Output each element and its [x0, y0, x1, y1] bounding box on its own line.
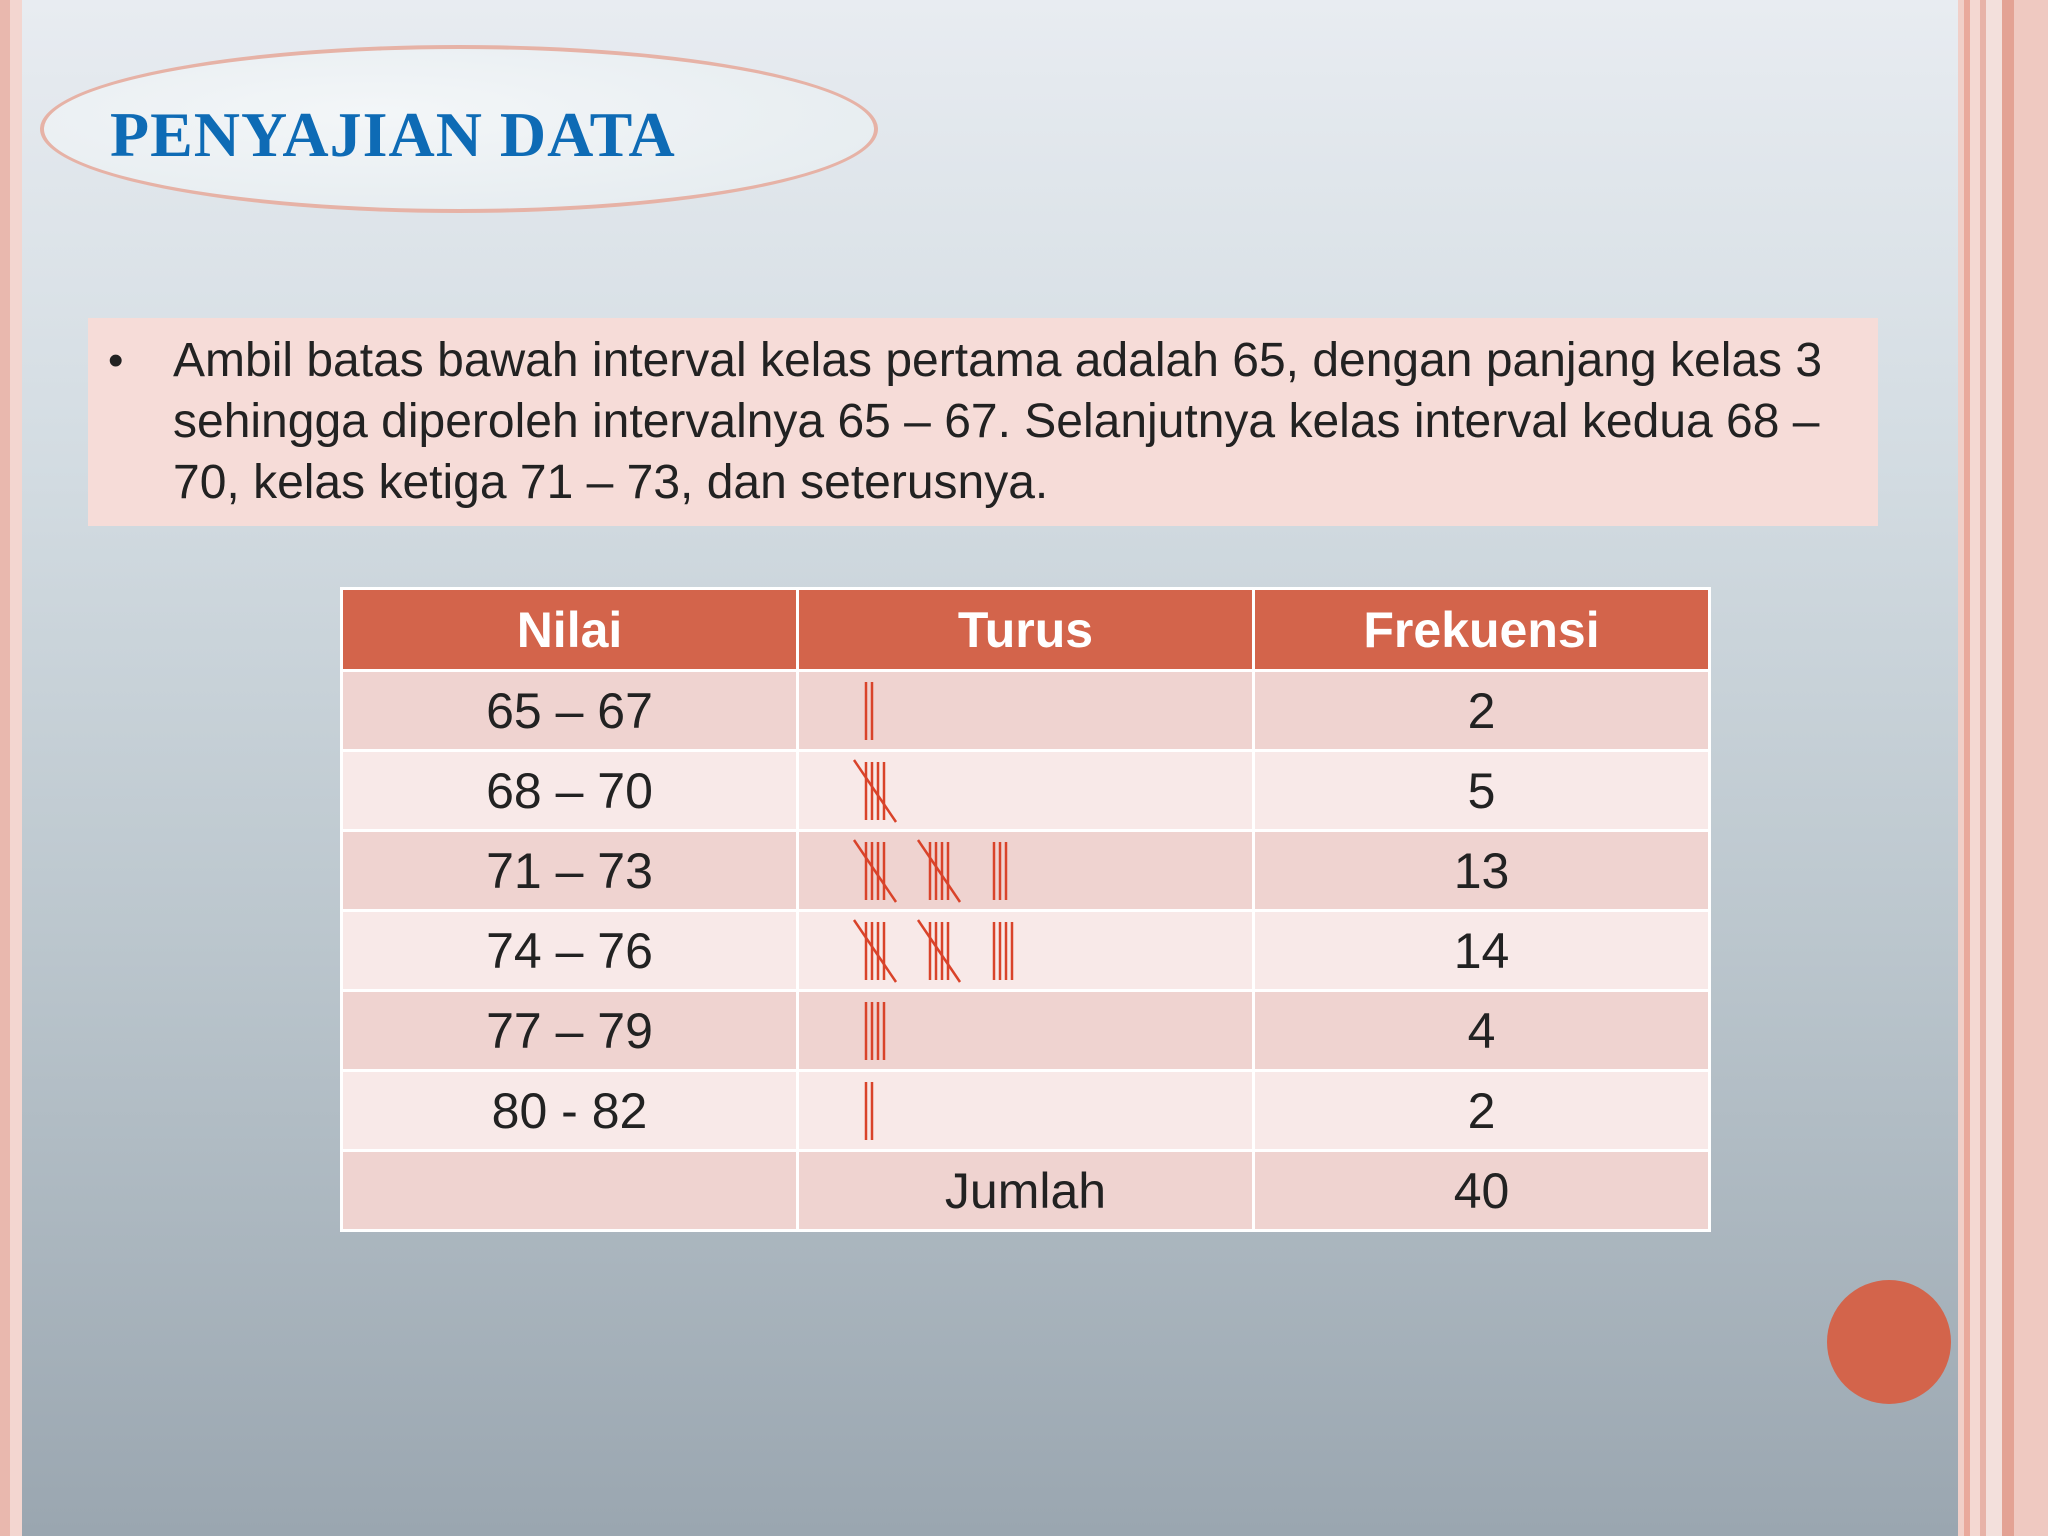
frequency-table: [340, 587, 1711, 1232]
cell-frekuensi: 4: [1254, 991, 1710, 1071]
tally-strike: [918, 840, 960, 902]
table-row: [342, 911, 1710, 991]
header-frekuensi: Frekuensi: [1254, 589, 1710, 671]
tally-marks: [799, 834, 1249, 908]
cell-frekuensi: 2: [1254, 671, 1710, 751]
tally-marks: [799, 1074, 1249, 1148]
table-total-row: [342, 1151, 1710, 1231]
cell-turus: [798, 1071, 1254, 1151]
tally-marks: [799, 754, 1249, 828]
cell-frekuensi: 14: [1254, 911, 1710, 991]
bullet-point-icon: •: [108, 336, 124, 385]
total-label: Jumlah: [798, 1151, 1254, 1231]
header-nilai: Nilai: [342, 589, 798, 671]
slide-title: PENYAJIAN DATA: [110, 99, 676, 170]
cell-turus: [798, 991, 1254, 1071]
table-header-row: [342, 589, 1710, 671]
table-row: [342, 831, 1710, 911]
cell-nilai: 71 – 73: [342, 831, 798, 911]
header-turus: Turus: [798, 589, 1254, 671]
tally-marks: [799, 914, 1249, 988]
cell-nilai: 68 – 70: [342, 751, 798, 831]
left-stripe: [0, 0, 22, 1536]
cell-empty: [342, 1151, 798, 1231]
cell-frekuensi: 13: [1254, 831, 1710, 911]
cell-frekuensi: 2: [1254, 1071, 1710, 1151]
tally-strike: [854, 840, 896, 902]
table-row: [342, 751, 1710, 831]
table-row: [342, 991, 1710, 1071]
cell-nilai: 74 – 76: [342, 911, 798, 991]
cell-turus: [798, 831, 1254, 911]
cell-turus: [798, 671, 1254, 751]
decorative-circle: [1827, 1280, 1951, 1404]
cell-turus: [798, 751, 1254, 831]
tally-strike: [854, 760, 896, 822]
tally-strike: [918, 920, 960, 982]
cell-nilai: 80 - 82: [342, 1071, 798, 1151]
table-row: [342, 671, 1710, 751]
cell-nilai: 65 – 67: [342, 671, 798, 751]
right-stripe: [1958, 0, 2048, 1536]
table-row: [342, 1071, 1710, 1151]
cell-turus: [798, 911, 1254, 991]
tally-marks: [799, 994, 1249, 1068]
total-value: 40: [1254, 1151, 1710, 1231]
tally-strike: [854, 920, 896, 982]
tally-marks: [799, 674, 1249, 748]
bullet-text: Ambil batas bawah interval kelas pertama adalah 65, dengan panjang kelas 3 sehingga diperoleh intervalnya 65 – 67. Selanjutnya kelas interval kedua 68 – 70, kelas ketiga 71 – 73, dan seterusnya.: [173, 334, 1823, 509]
cell-frekuensi: 5: [1254, 751, 1710, 831]
cell-nilai: 77 – 79: [342, 991, 798, 1071]
